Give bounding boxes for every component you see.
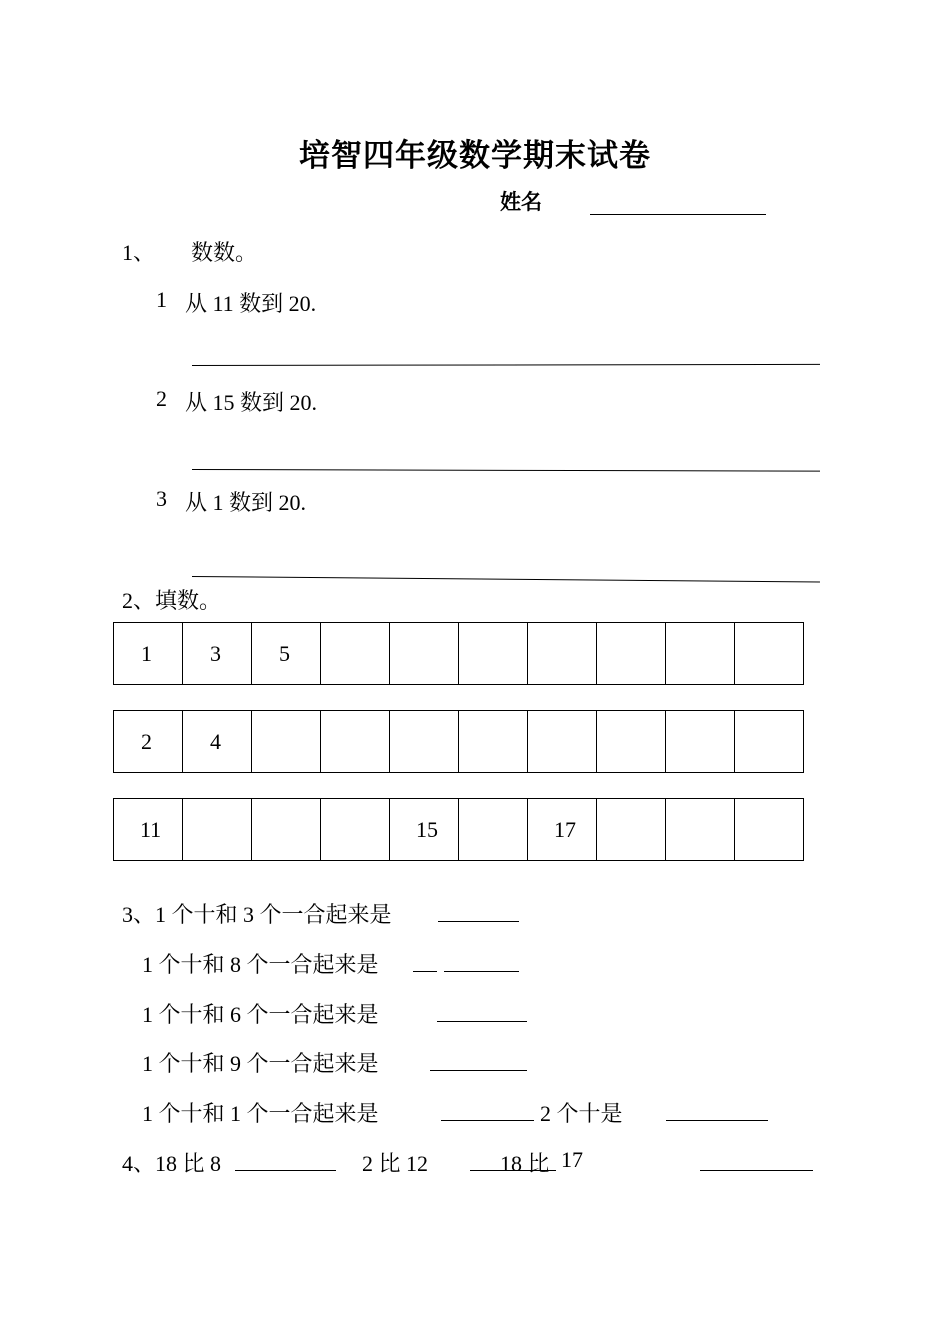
q1-item-1-text: 从 11 数到 20. (185, 291, 317, 316)
grid-cell[interactable] (459, 799, 528, 861)
q3-line-1-blank[interactable] (438, 921, 519, 922)
q3-line-3: 1 个十和 6 个一合起来是 (142, 1002, 379, 1027)
q3-line-5a: 1 个十和 1 个一合起来是 (142, 1101, 379, 1126)
q3-line-5b-blank[interactable] (666, 1120, 768, 1121)
grid-cell[interactable] (735, 623, 804, 685)
q2-grid-row-3 (113, 798, 804, 861)
grid-cell[interactable] (321, 799, 390, 861)
grid-cell[interactable] (528, 711, 597, 773)
grid-cell[interactable] (321, 711, 390, 773)
grid-cell[interactable] (459, 623, 528, 685)
grid-cell[interactable] (390, 623, 459, 685)
q1-number: 1、 (122, 240, 156, 265)
q3-line-2-blank-b[interactable] (444, 971, 519, 972)
q4-part-1: 4、18 比 8 (122, 1151, 222, 1176)
q3-line-5b: 2 个十是 (540, 1101, 623, 1126)
q1-item-2-number: 2 (156, 386, 167, 411)
grid-cell: 17 (528, 799, 597, 861)
q3-line-2-blank-a[interactable] (413, 971, 437, 972)
grid-cell[interactable] (597, 711, 666, 773)
q2-grid-row-2 (113, 710, 804, 773)
grid-cell: 1 (114, 623, 183, 685)
q4-part-1-blank[interactable] (235, 1170, 336, 1171)
q3-line-4: 1 个十和 9 个一合起来是 (142, 1051, 379, 1076)
q3-line-3-blank[interactable] (437, 1021, 527, 1022)
name-answer-line[interactable] (590, 214, 766, 215)
grid-cell[interactable] (459, 711, 528, 773)
q4-part-3: 18 比 (500, 1151, 550, 1176)
grid-cell[interactable] (597, 623, 666, 685)
q3-line-5a-blank[interactable] (441, 1120, 534, 1121)
grid-cell[interactable] (735, 799, 804, 861)
grid-cell[interactable] (528, 623, 597, 685)
grid-cell: 11 (114, 799, 183, 861)
name-label: 姓名 (500, 190, 542, 214)
q4-part-4: 17 (561, 1147, 583, 1172)
q1-item-2-text: 从 15 数到 20. (185, 390, 318, 415)
grid-cell: 5 (252, 623, 321, 685)
grid-cell: 15 (390, 799, 459, 861)
q1-item-1-answer-line[interactable] (192, 364, 820, 366)
grid-cell[interactable] (735, 711, 804, 773)
grid-cell[interactable] (390, 711, 459, 773)
q3-line-1: 3、1 个十和 3 个一合起来是 (122, 902, 392, 927)
grid-cell[interactable] (252, 799, 321, 861)
q1-item-1-number: 1 (156, 287, 167, 312)
grid-cell[interactable] (666, 799, 735, 861)
grid-cell[interactable] (666, 623, 735, 685)
grid-cell[interactable] (252, 711, 321, 773)
q2-heading: 2、填数。 (122, 588, 222, 613)
q2-grid-row-1 (113, 622, 804, 685)
q4-part-2: 2 比 12 (362, 1151, 429, 1176)
grid-cell[interactable] (183, 799, 252, 861)
grid-cell[interactable] (321, 623, 390, 685)
q1-heading: 数数。 (191, 240, 258, 265)
q3-line-2: 1 个十和 8 个一合起来是 (142, 952, 379, 977)
grid-cell[interactable] (597, 799, 666, 861)
q1-item-3-number: 3 (156, 486, 167, 511)
q1-item-2-answer-line[interactable] (192, 469, 820, 472)
q4-part-4-blank[interactable] (700, 1170, 813, 1171)
grid-cell: 3 (183, 623, 252, 685)
q1-item-3-answer-line[interactable] (192, 576, 820, 582)
q3-line-4-blank[interactable] (430, 1070, 527, 1071)
page-title: 培智四年级数学期末试卷 (299, 138, 651, 173)
q1-item-3-text: 从 1 数到 20. (185, 490, 307, 515)
grid-cell: 4 (183, 711, 252, 773)
grid-cell[interactable] (666, 711, 735, 773)
grid-cell: 2 (114, 711, 183, 773)
